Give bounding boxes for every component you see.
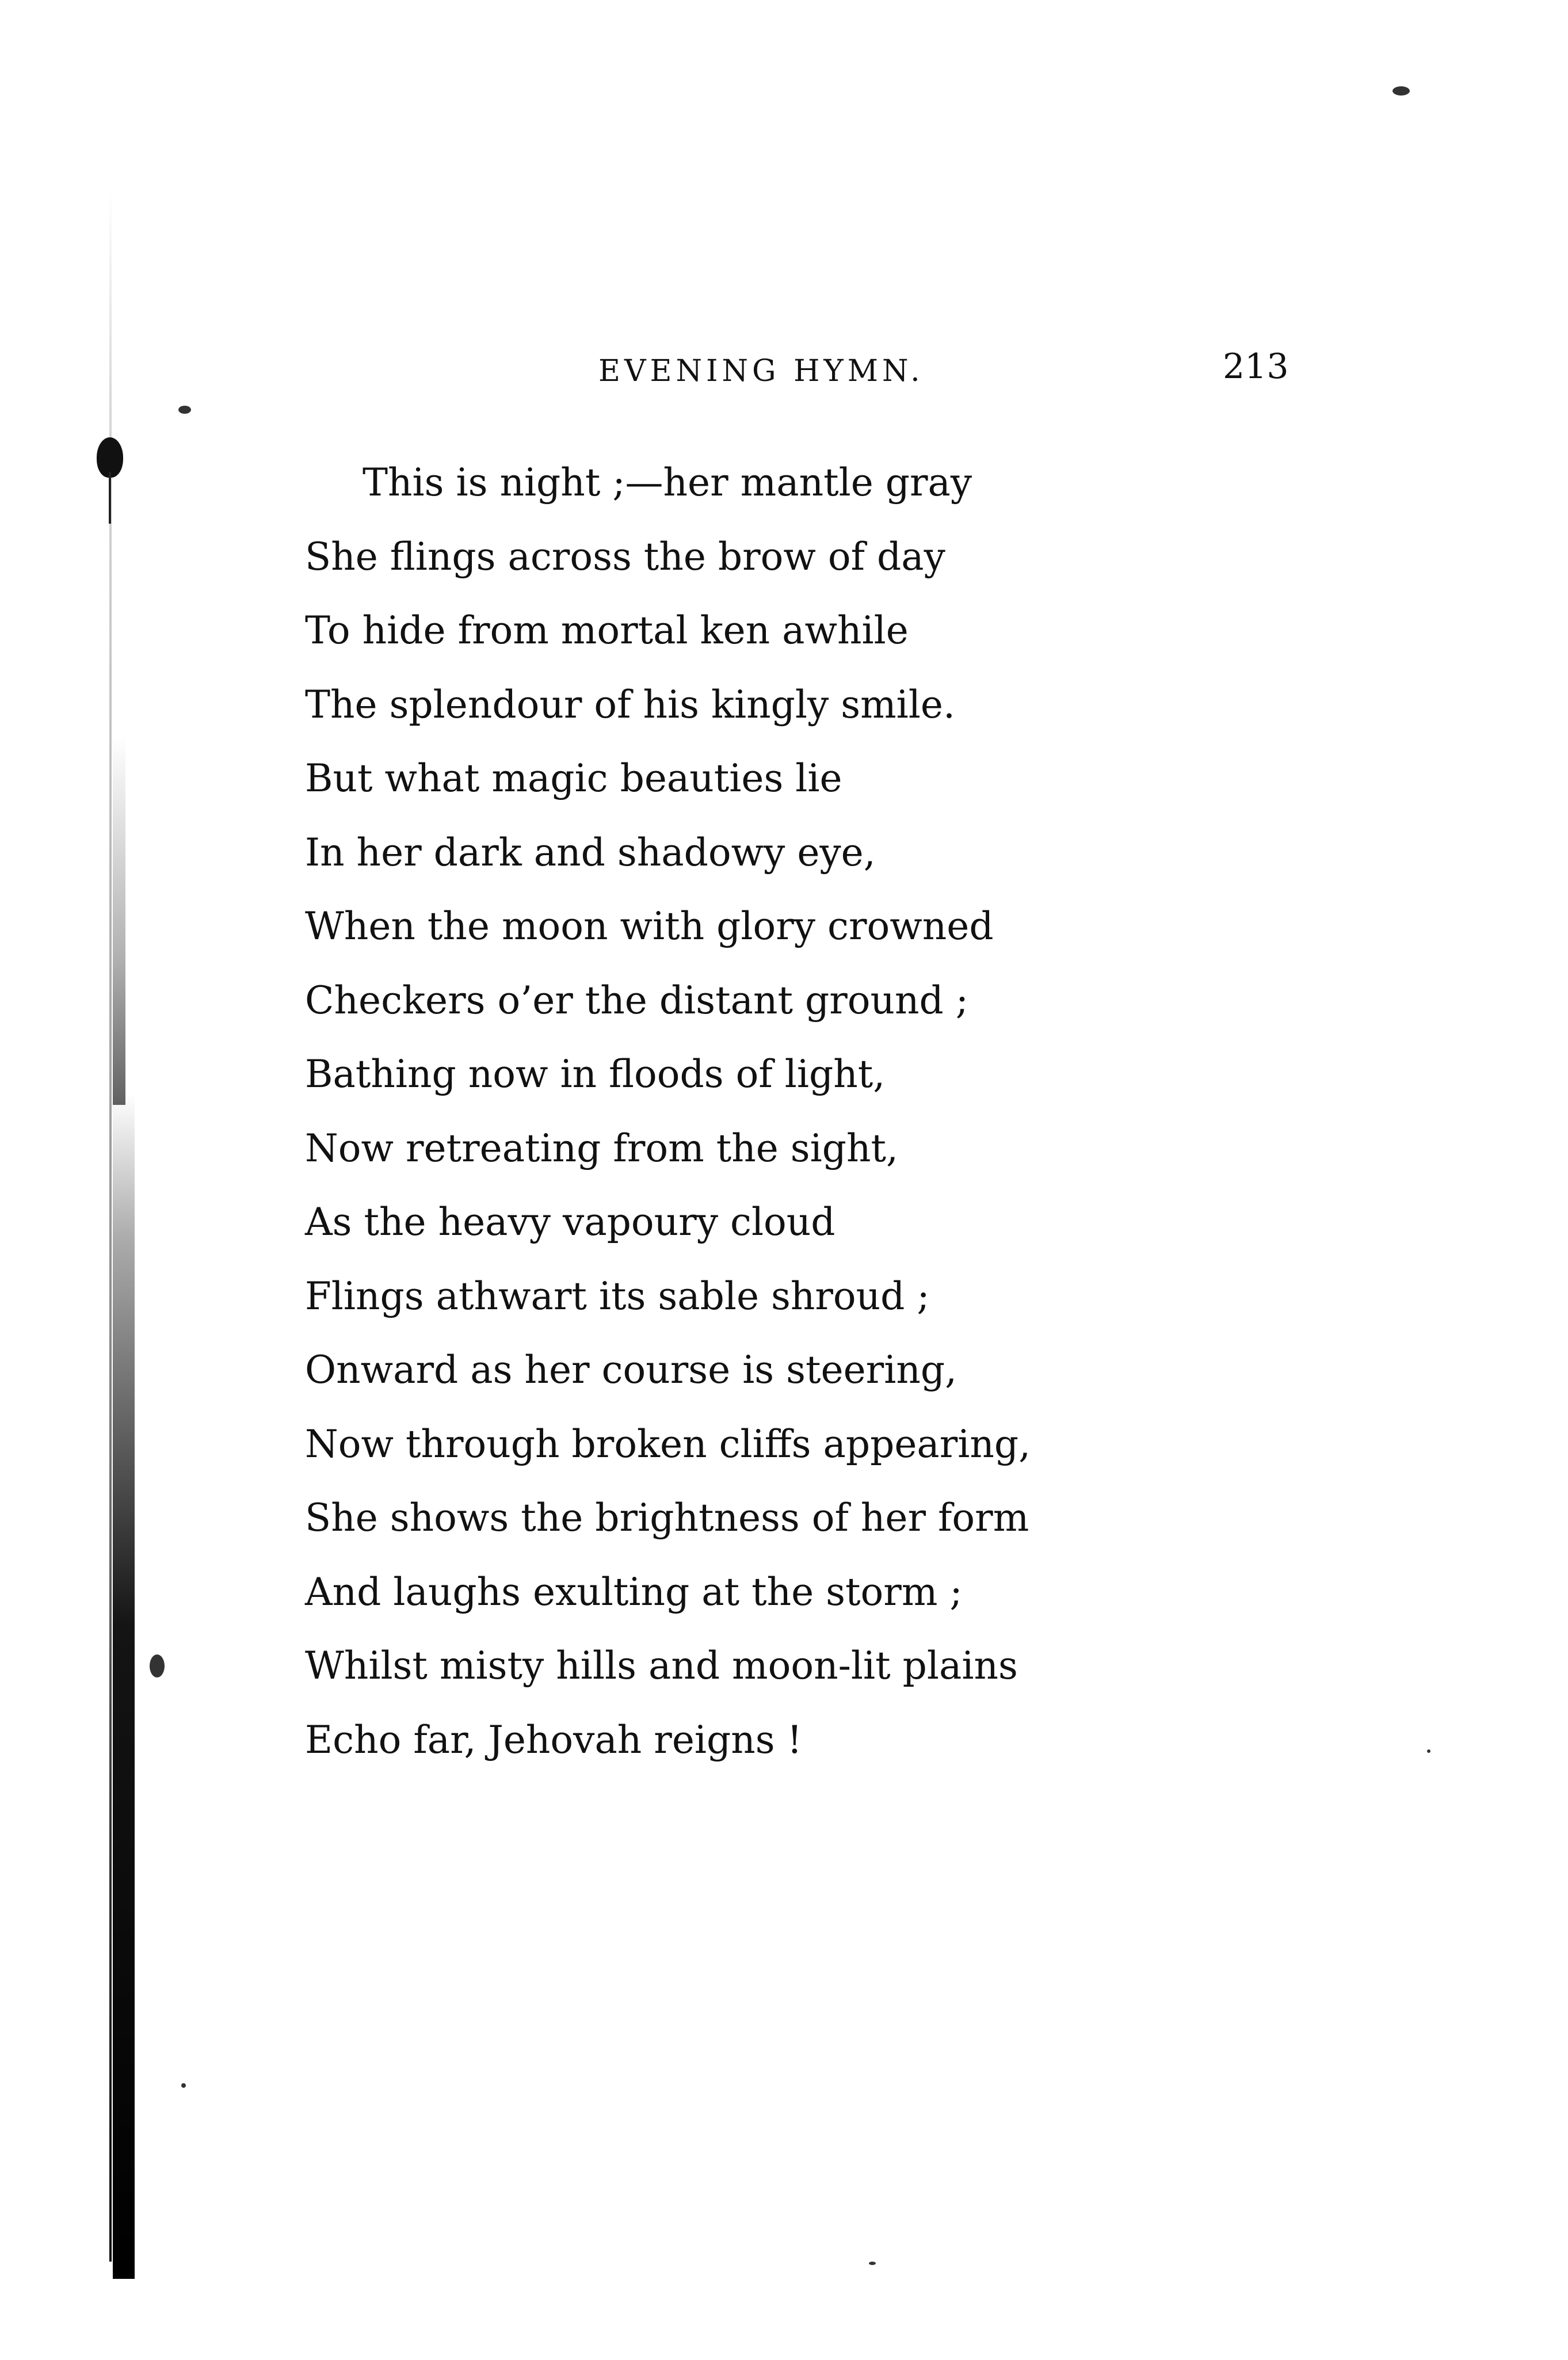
paper-speck xyxy=(178,406,191,414)
running-head: EVENING HYMN. xyxy=(598,354,924,388)
poem-line: She shows the brightness of her form xyxy=(305,1496,1029,1540)
poem-line: Echo far, Jehovah reigns ! xyxy=(305,1717,803,1762)
paper-speck xyxy=(181,2083,186,2088)
poem-line: Onward as her course is steering, xyxy=(305,1348,957,1392)
poem-line: To hide from mortal ken awhile xyxy=(305,608,909,653)
poem-line: The splendour of his kingly smile. xyxy=(305,682,955,727)
poem-line: As the heavy vapoury cloud xyxy=(305,1200,835,1244)
paper-speck xyxy=(869,2262,876,2265)
poem-line: And laughs exulting at the storm ; xyxy=(305,1569,963,1614)
poem-line: Now through broken cliffs appearing, xyxy=(305,1421,1031,1466)
poem-text xyxy=(305,446,1398,1777)
paper-speck xyxy=(1392,86,1410,96)
page-number: 213 xyxy=(1223,346,1289,387)
poem-line: In her dark and shadowy eye, xyxy=(305,830,876,875)
poem-line: Checkers o’er the distant ground ; xyxy=(305,978,968,1023)
paper-speck xyxy=(150,1654,165,1677)
poem-line: Whilst misty hills and moon-lit plains xyxy=(305,1644,1018,1688)
poem-line: Flings athwart its sable shroud ; xyxy=(305,1274,930,1318)
binding-shadow-upper xyxy=(113,737,125,1105)
poem-line: She flings across the brow of day xyxy=(305,534,945,579)
poem-line: Bathing now in floods of light, xyxy=(305,1052,886,1096)
paper-speck xyxy=(1427,1749,1430,1753)
poem-line: When the moon with glory crowned xyxy=(305,904,994,948)
ink-blot-stem xyxy=(109,472,111,524)
poem-line: This is night ;—her mantle gray xyxy=(363,460,972,505)
binding-shadow xyxy=(113,1093,135,2279)
poem-line: Now retreating from the sight, xyxy=(305,1126,898,1171)
poem-line: But what magic beauties lie xyxy=(305,756,842,800)
